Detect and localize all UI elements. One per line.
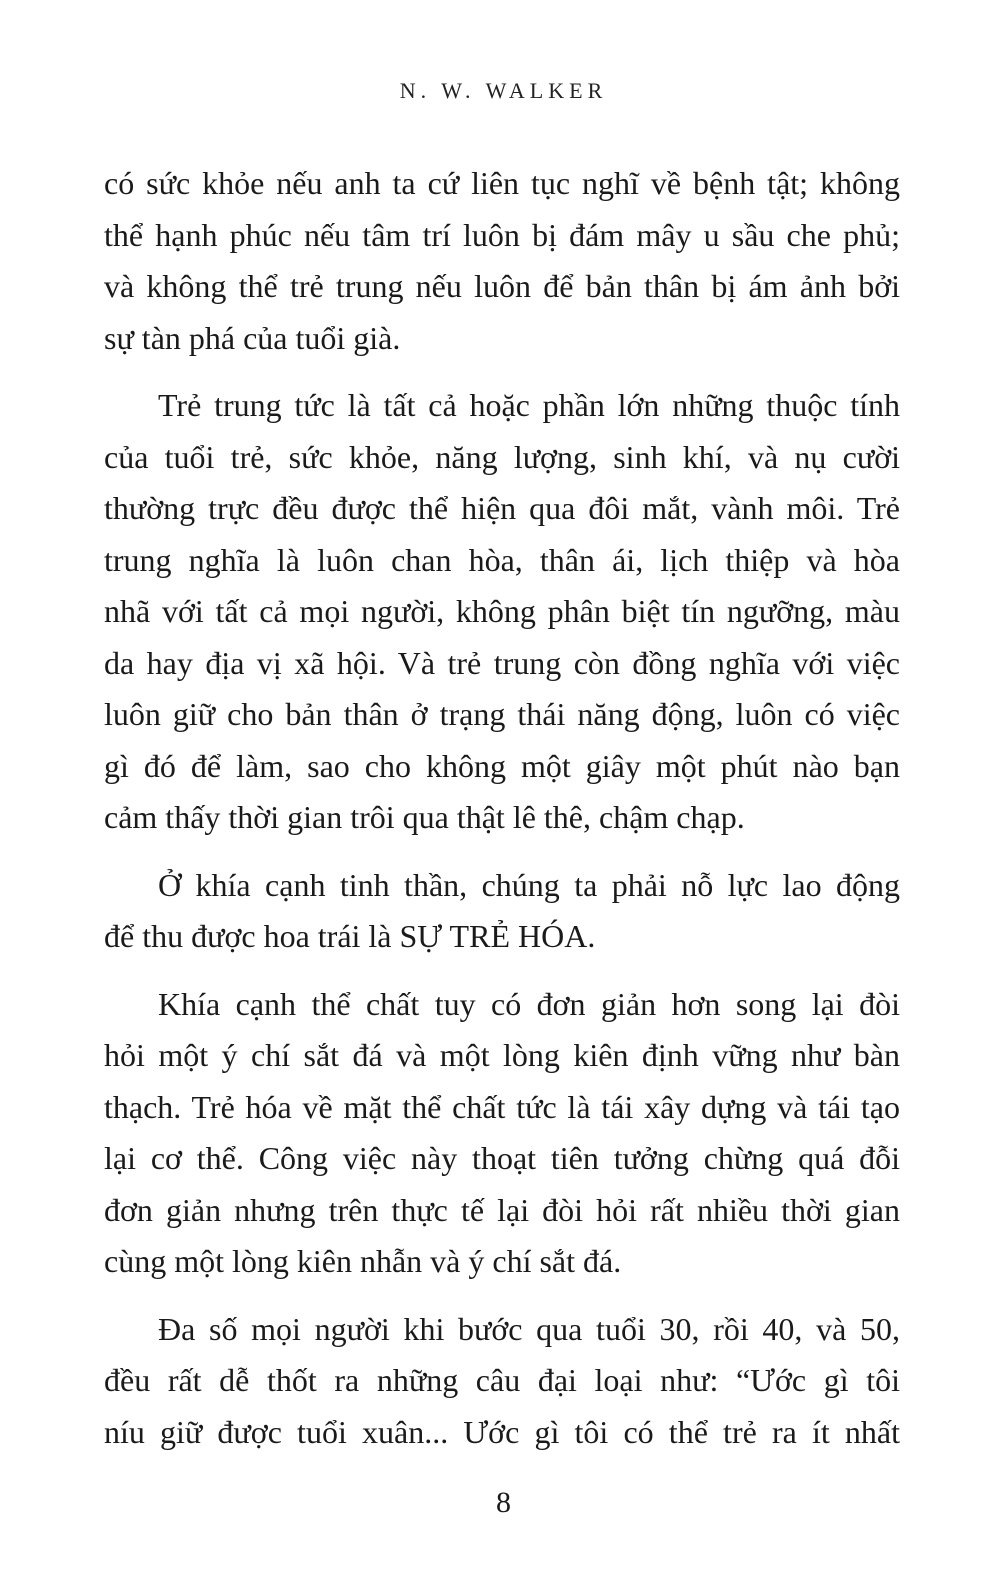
text-line: luôn giữ cho bản thân ở trạng thái năng động, luôn có việc — [104, 696, 900, 732]
paragraph — [104, 380, 900, 844]
text-line: có sức khỏe nếu anh ta cứ liên tục nghĩ về bệnh tật; không — [104, 165, 900, 201]
paragraph — [104, 979, 900, 1288]
paragraph — [104, 158, 900, 364]
text-line: và không thể trẻ trung nếu luôn để bản thân bị ám ảnh bởi — [104, 268, 900, 304]
text-line: Ở khía cạnh tinh thần, chúng ta phải nỗ lực lao động — [158, 866, 900, 903]
text-line: da hay địa vị xã hội. Và trẻ trung còn đồng nghĩa với việc — [104, 644, 900, 681]
text-line: sự tàn phá của tuổi già. — [104, 319, 401, 356]
text-line: thạch. Trẻ hóa về mặt thể chất tức là tái xây dựng và tái tạo — [104, 1088, 900, 1125]
text-line: cảm thấy thời gian trôi qua thật lê thê, chậm chạp. — [104, 799, 745, 835]
text-line: nhã với tất cả mọi người, không phân biệt tín ngưỡng, màu — [104, 593, 900, 629]
text-line: thường trực đều được thể hiện qua đôi mắt, vành môi. Trẻ — [104, 490, 900, 526]
text-line: lại cơ thể. Công việc này thoạt tiên tưởng chừng quá đỗi — [104, 1140, 900, 1176]
text-line: của tuổi trẻ, sức khỏe, năng lượng, sinh khí, và nụ cười — [104, 438, 900, 475]
body-text — [104, 158, 900, 1474]
text-line: Trẻ trung tức là tất cả hoặc phần lớn những thuộc tính — [158, 387, 900, 423]
text-line: hỏi một ý chí sắt đá và một lòng kiên định vững như bàn — [104, 1037, 900, 1073]
text-line: níu giữ được tuổi xuân... Ước gì tôi có thể trẻ ra ít nhất — [104, 1413, 900, 1450]
running-header: N. W. WALKER — [399, 78, 608, 103]
text-line: cùng một lòng kiên nhẫn và ý chí sắt đá. — [104, 1243, 622, 1279]
text-line: trung nghĩa là luôn chan hòa, thân ái, lịch thiệp và hòa — [104, 541, 900, 578]
text-line: đơn giản nhưng trên thực tế lại đòi hỏi rất nhiều thời gian — [104, 1191, 900, 1228]
text-line: Đa số mọi người khi bước qua tuổi 30, rồi 40, và 50, — [158, 1310, 900, 1347]
text-line: Khía cạnh thể chất tuy có đơn giản hơn song lại đòi — [158, 985, 900, 1022]
page-number: 8 — [496, 1486, 511, 1519]
text-line: gì đó để làm, sao cho không một giây một phút nào bạn — [104, 747, 900, 784]
text-line: thể hạnh phúc nếu tâm trí luôn bị đám mây u sầu che phủ; — [104, 216, 900, 253]
paragraph — [104, 1304, 900, 1459]
text-line: để thu được hoa trái là SỰ TRẺ HÓA. — [104, 918, 596, 954]
text-line: đều rất dễ thốt ra những câu đại loại như: “Ước gì tôi — [104, 1362, 900, 1398]
paragraph — [104, 860, 900, 963]
